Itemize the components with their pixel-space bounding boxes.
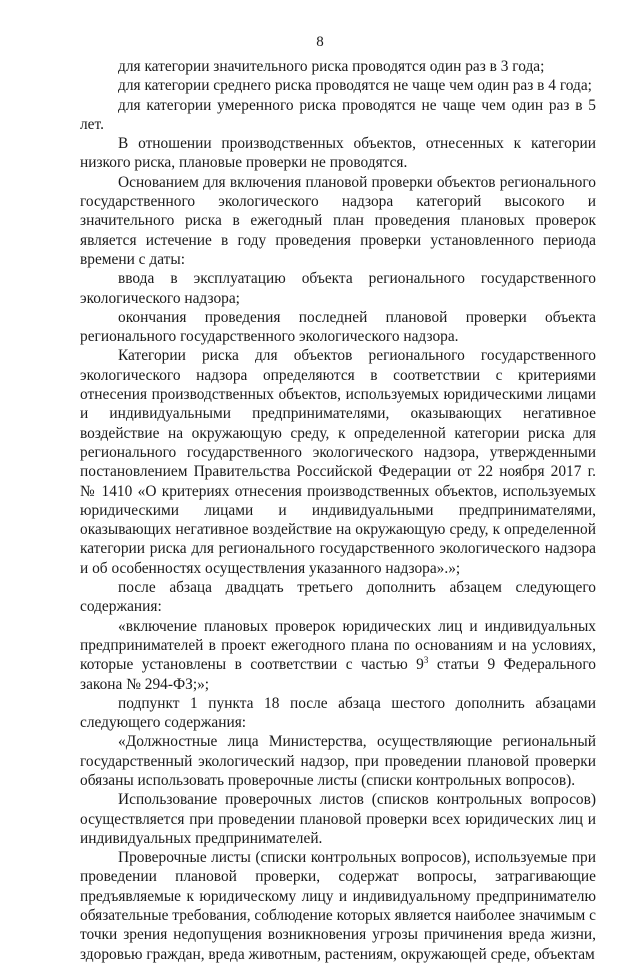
superscript: 3 [423, 655, 429, 666]
paragraph: В отношении производственных объектов, отнесенных к категории низкого риска, плановые проверки не проводятся. [80, 135, 596, 172]
paragraph: «Должностные лица Министерства, осуществляющие региональный государственный экологический надзор, при проведении плановой проверки обязаны использовать проверочные листы (списки контрольных вопросов). [80, 733, 596, 789]
paragraph: для категории среднего риска проводятся не чаще чем один раз в 4 года; [118, 77, 592, 95]
paragraph-text: «включение плановых проверок юридических лиц и индивидуальных предпринимателей в проект ежегодного плана по основаниям и на условиях, которые установлены в соответствии с частью 9 [80, 617, 596, 674]
paragraph: Проверочные листы (списки контрольных вопросов), используемые при проведении плановой проверки, содержат вопросы, затрагивающие предъявляемые к юридическому лицу и индивидуальному предпринимателю обязательные требования, соблюдение которых является наиболее значимым с точки зрения недопущения возникновения угрозы причинения вреда жизни, здоровью граждан, вреда животным, растениям, окружающей среде, объектам [80, 849, 596, 963]
paragraph: для категории значительного риска проводятся один раз в 3 года; [118, 58, 545, 75]
paragraph: ввода в эксплуатацию объекта регионального государственного экологического надзора; [80, 270, 596, 307]
paragraph: Использование проверочных листов (списков контрольных вопросов) осуществляется при проведении плановой проверки всех юридических лиц и индивидуальных предпринимателей. [80, 791, 596, 847]
paragraph: подпункт 1 пункта 18 после абзаца шестого дополнить абзацами следующего содержания: [80, 694, 596, 732]
document-body [80, 57, 596, 964]
paragraph: Основанием для включения плановой проверки объектов регионального государственного экологического надзора категорий высокого и значительного риска в ежегодный план проведения плановых проверок является истечение в году проведения проверки установленного периода времени с даты: [80, 173, 596, 268]
paragraph: для категории умеренного риска проводятся не чаще чем один раз в 5 лет. [80, 96, 596, 133]
paragraph: окончания проведения последней плановой проверки объекта регионального государственного экологического надзора. [80, 308, 596, 346]
paragraph: Категории риска для объектов регионального государственного экологического надзора определяются в соответствии с критериями отнесения производственных объектов, используемых юридическими лицами и индивидуальными предпринимателями, оказывающих негативное воздействие на окружающую среду, к определенной категории риска для регионального государственного экологического надзора, утвержденными постановлением Правительства Российской Федерации от 22 ноября 2017 г. № 1410 «О критериях отнесения производственных объектов, используемых юридическими лицами и индивидуальными предпринимателями, оказывающих негативное воздействие на окружающую среду, к определенной категории риска для регионального государственного экологического надзора и об особенностях осуществления указанного надзора».»; [80, 347, 596, 577]
page-number: 8 [316, 34, 324, 50]
paragraph-text: статьи 9 Федерального закона № 294-ФЗ;»; [80, 656, 596, 693]
paragraph [80, 617, 596, 694]
paragraph: после абзаца двадцать третьего дополнить абзацем следующего содержания: [80, 579, 596, 616]
